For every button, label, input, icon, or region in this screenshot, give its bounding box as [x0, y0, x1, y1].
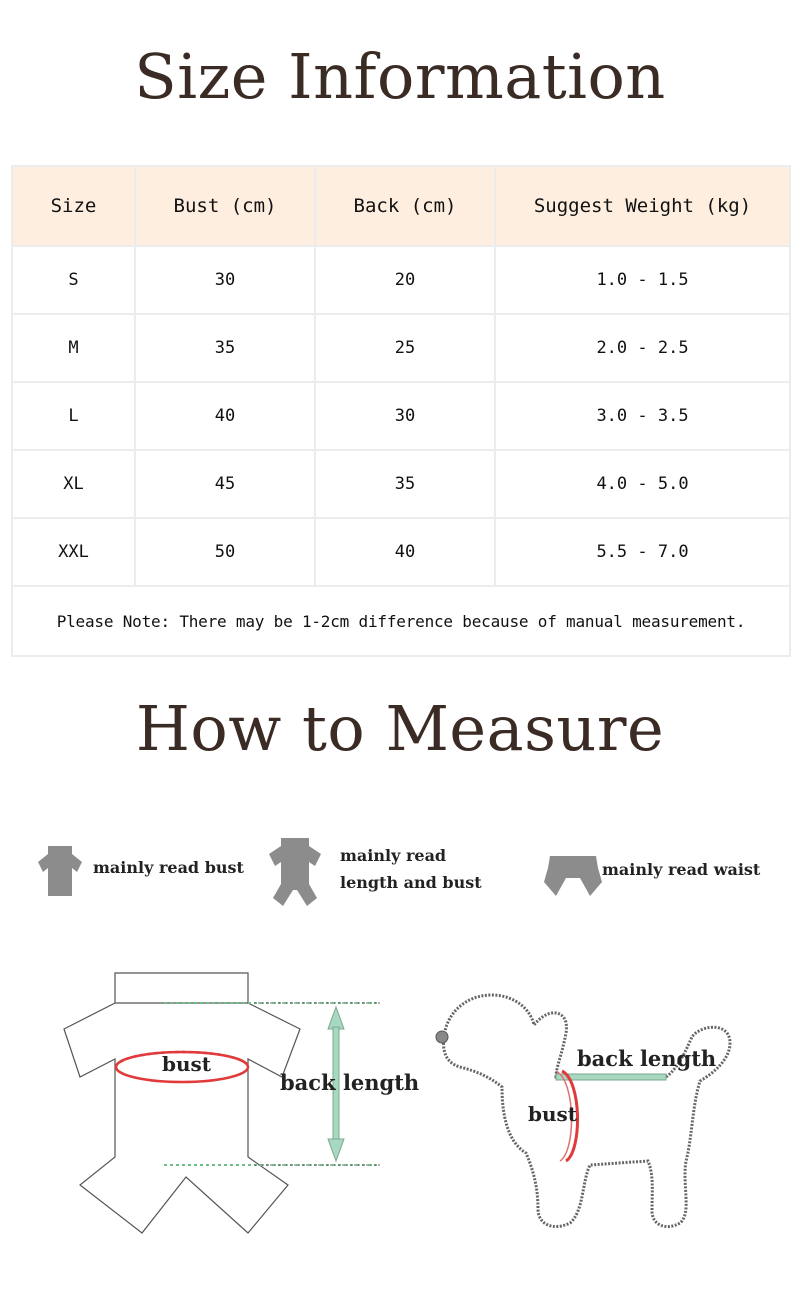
- header-weight: Suggest Weight (kg): [495, 166, 790, 246]
- header-back: Back (cm): [315, 166, 495, 246]
- cell-bust: 30: [135, 246, 315, 314]
- shirt-back-length-label: back length: [280, 1070, 420, 1095]
- cell-back: 25: [315, 314, 495, 382]
- cell-size: XXL: [12, 518, 135, 586]
- table-row: [12, 314, 790, 382]
- cell-weight: 1.0 - 1.5: [495, 246, 790, 314]
- cell-bust: 50: [135, 518, 315, 586]
- cell-weight: 2.0 - 2.5: [495, 314, 790, 382]
- table-header-row: [12, 166, 790, 246]
- dog-diagram: [430, 985, 750, 1245]
- legend-length-bust-line2: length and bust: [340, 873, 482, 892]
- cell-weight: 5.5 - 7.0: [495, 518, 790, 586]
- size-table: [11, 165, 791, 657]
- size-information-title: Size Information: [134, 40, 666, 113]
- how-to-measure-title: How to Measure: [135, 692, 665, 765]
- cell-bust: 35: [135, 314, 315, 382]
- cell-bust: 45: [135, 450, 315, 518]
- legend-waist: mainly read waist: [602, 860, 761, 879]
- tshirt-icon: [30, 838, 90, 904]
- cell-back: 30: [315, 382, 495, 450]
- table-row: [12, 450, 790, 518]
- header-size: Size: [12, 166, 135, 246]
- shirt-bust-label: bust: [162, 1052, 212, 1076]
- cell-back: 35: [315, 450, 495, 518]
- cell-bust: 40: [135, 382, 315, 450]
- table-row: [12, 518, 790, 586]
- dog-back-length-label: back length: [577, 1046, 717, 1071]
- table-row: [12, 382, 790, 450]
- legend-length-bust-line1: mainly read: [340, 846, 447, 865]
- cell-size: S: [12, 246, 135, 314]
- cell-weight: 4.0 - 5.0: [495, 450, 790, 518]
- header-bust: Bust (cm): [135, 166, 315, 246]
- legend-bust: mainly read bust: [93, 858, 244, 877]
- cell-size: XL: [12, 450, 135, 518]
- cell-weight: 3.0 - 3.5: [495, 382, 790, 450]
- cell-back: 40: [315, 518, 495, 586]
- dog-bust-label: bust: [528, 1102, 578, 1126]
- cell-size: M: [12, 314, 135, 382]
- jumpsuit-icon: [255, 832, 335, 910]
- pants-icon: [540, 848, 606, 902]
- table-row: [12, 246, 790, 314]
- garment-diagram: [60, 965, 400, 1235]
- note-row: [12, 586, 790, 656]
- cell-back: 20: [315, 246, 495, 314]
- measurement-note: Please Note: There may be 1-2cm difference because of manual measurement.: [12, 586, 790, 656]
- cell-size: L: [12, 382, 135, 450]
